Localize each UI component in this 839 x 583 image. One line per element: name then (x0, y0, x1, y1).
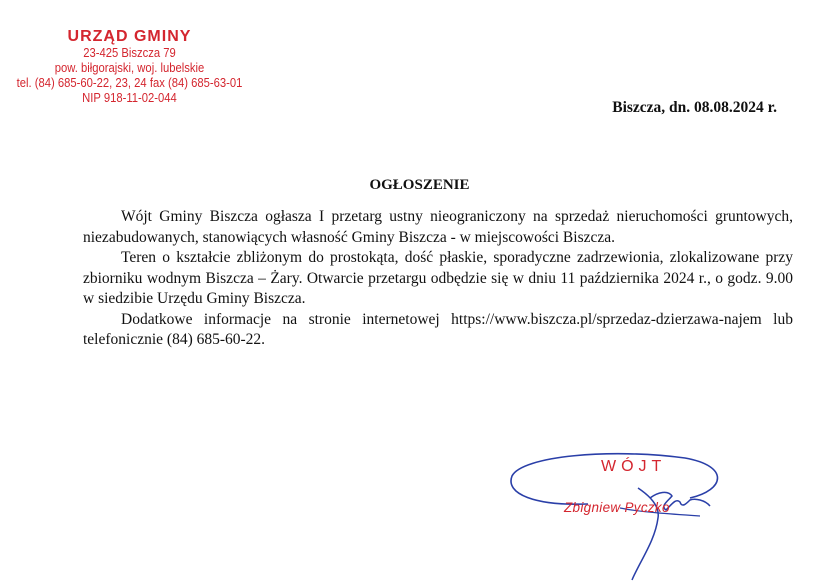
signature-title: WÓJT (601, 458, 667, 475)
document-body (83, 207, 793, 351)
document-heading: OGŁOSZENIE (369, 177, 470, 193)
stamp-county: pow. biłgorajski, woj. lubelskie (54, 61, 205, 75)
stamp-title: URZĄD GMINY (67, 28, 192, 45)
signature-name: Zbigniew Pyczko (564, 500, 670, 515)
paragraph: Dodatkowe informacje na stronie internetowej https://www.biszcza.pl/sprzedaz-dzierzawa-najem lub telefonicznie (84) 685-60-22. (83, 310, 793, 348)
signature-block (500, 446, 800, 583)
paragraph: Wójt Gminy Biszcza ogłasza I przetarg ustny nieograniczony na sprzedaż nieruchomości gruntowych, niezabudowanych, stanowiących własność Gminy Biszcza - w miejscowości Biszcza. (83, 208, 793, 246)
stamp-address: 23-425 Biszcza 79 (83, 46, 176, 60)
document-date: Biszcza, dn. 08.08.2024 r. (612, 99, 777, 116)
stamp-phone: tel. (84) 685-60-22, 23, 24 fax (84) 685-63-01 (16, 76, 243, 90)
stamp-nip: NIP 918-11-02-044 (82, 91, 177, 105)
office-stamp (2, 28, 257, 106)
paragraph: Teren o kształcie zbliżonym do prostokąta, dość płaskie, sporadyczne zadrzewionia, zlokalizowane przy zbiorniku wodnym Biszcza – Żary. Otwarcie przetargu odbędzie się w dniu 11 października 2024 r., o godz. 9.00 w siedzibie Urzędu Gminy Biszcza. (83, 249, 793, 307)
